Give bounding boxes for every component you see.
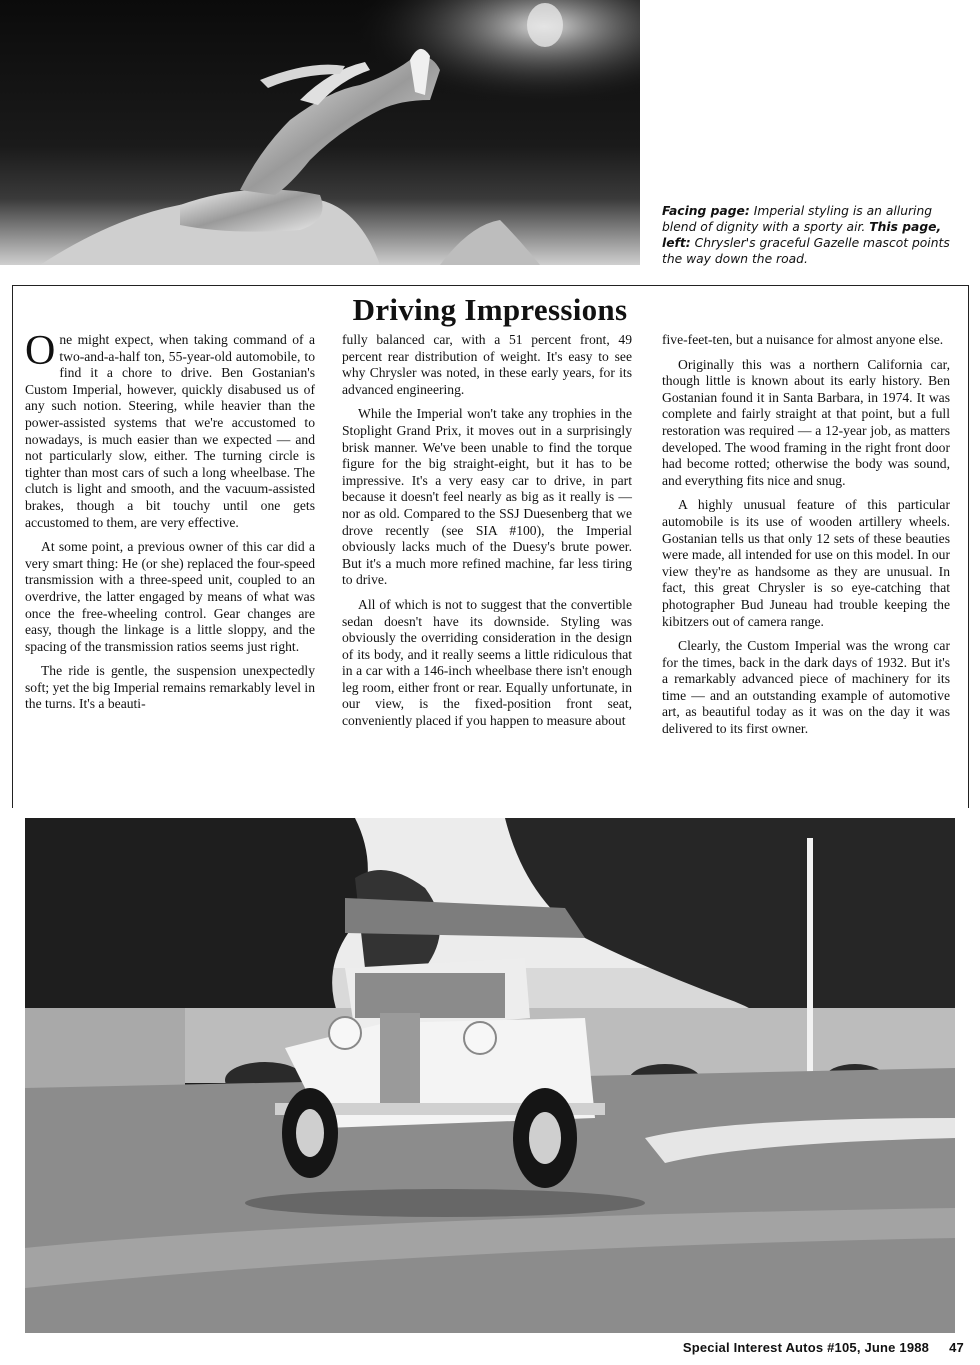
paragraph bbox=[25, 328, 315, 531]
paragraph: While the Imperial won't take any trophies in the Stoplight Grand Prix, it moves out in a surprisingly brisk manner. We've been unable to find the torque figure for the big straight-eight, but it has to be impressive. It's a very easy car to drive, in part because it doesn't feel nearly as big as it really is — nor as old. Compared to the SSJ Duesenberg that we drove recently (see SIA #100), the Imperial obviously lacks much of the Duesy's brute power. But it's a much more refined machine, far less tiring to drive. bbox=[342, 406, 632, 588]
page-number: 47 bbox=[949, 1340, 964, 1355]
caption-this-label: This page, left: bbox=[662, 220, 942, 250]
article-column-1 bbox=[25, 328, 315, 721]
paragraph: The ride is gentle, the suspension unexpectedly soft; yet the big Imperial remains remarkably level in the turns. It's a beauti- bbox=[25, 663, 315, 712]
caption-facing-label: Facing page: bbox=[662, 204, 750, 218]
paragraph: fully balanced car, with a 51 percent front, 49 percent rear distribution of weight. It's easy to see why Chrysler was noted, in these early years, for its advanced engineering. bbox=[342, 332, 632, 397]
paragraph: All of which is not to suggest that the convertible sedan doesn't have its downside. Styling was obviously the overriding consideration in the design of its body, and it really seems a little ridiculous that in a car with a 146-inch wheelbase there isn't enough leg room, either front or rear. Equally unfortunate, in our view, is the fixed-position front seat, conveniently placed if you happen to measure about bbox=[342, 596, 632, 729]
article-title: Driving Impressions bbox=[322, 290, 658, 330]
paragraph: Clearly, the Custom Imperial was the wrong car for the times, back in the dark days of 1932. But it's a remarkably advanced piece of machinery for its time — and an outstanding example of automotive art, as beautiful today as it was on the day it was delivered to its first owner. bbox=[662, 638, 950, 737]
photo-caption bbox=[662, 203, 962, 267]
paragraph: A highly unusual feature of this particular automobile is its use of wooden artillery wheels. Gostanian tells us that only 12 sets of these beauties were made, all intended for use on this model. In our view they're as handsome as they are unusual. In fact, this great Chrysler is so eye-catching that photographer Bud Juneau had trouble keeping the kibitzers out of camera range. bbox=[662, 497, 950, 629]
article-column-3 bbox=[662, 332, 950, 746]
gazelle-mascot-photo bbox=[0, 0, 640, 265]
paragraph: Originally this was a northern California car, though little is known about its early history. Ben Gostanian found it in Santa Barbara, in 1974. It was complete and fairly straight at that point, but a full restoration was required — a 12-year job, as matters developed. The wood framing in the right front door had become rotted; otherwise the body was sound, and everything fits nice and snug. bbox=[662, 356, 950, 488]
custom-imperial-car-photo bbox=[25, 818, 955, 1333]
caption-facing-text: Imperial styling is an alluring blend of dignity with a sporty air. bbox=[662, 204, 933, 234]
paragraph: At some point, a previous owner of this car did a very smart thing: He (or she) replaced the four-speed transmission with a three-speed unit, coupled to an overdrive, the latter engaged by means of what was once the free-wheeling control. Gear changes are easy, though the linkage is a little sloppy, and the spacing of the transmission ratios seems just right. bbox=[25, 539, 315, 654]
article-column-2 bbox=[342, 332, 632, 738]
drop-cap: O bbox=[25, 328, 56, 374]
gazelle-mascot-illustration bbox=[0, 0, 640, 265]
publication-info: Special Interest Autos #105, June 1988 bbox=[682, 1340, 930, 1355]
page-footer bbox=[683, 1340, 964, 1355]
paragraph: five-feet-ten, but a nuisance for almost anyone else. bbox=[662, 332, 944, 347]
paragraph-text: ne might expect, when taking command of a two-and-a-half ton, 55-year-old automobile, to find it a chore to drive. Ben Gostanian's Custom Imperial, however, quickly disabused us of any such notion. Steering, while heavier than the power-assisted systems that we're accustomed to nowadays, is much easier than we expected — and not particularly slow, either. The turning circle is tighter than most cars of such a long wheelbase. The clutch is light and smooth, and the vacuum-assisted brakes, though a bit touchy until one gets accustomed to them, are very effective. bbox=[25, 332, 315, 530]
car-scene-illustration bbox=[25, 818, 955, 1333]
caption-this-text: Chrysler's graceful Gazelle mascot points the way down the road. bbox=[662, 236, 950, 266]
